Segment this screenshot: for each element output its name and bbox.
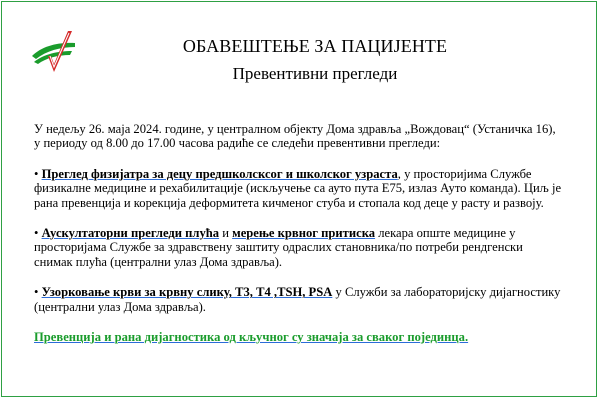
item-text: , у просторијима Службе физикалне медицине и рехабилитације (искључење са ауто пута Е75, излаз Ауто команда). Циљ је рана превенција и корекција деформитета кичменог стуба и стопала код деце у расту и развоју.: [34, 166, 562, 210]
bullet: •: [34, 285, 39, 300]
item-text: у Служби за лабораторијску дијагностику (централни улаз Дома здравља).: [34, 285, 561, 314]
item-title: Аускултаторни прегледи плућа: [41, 226, 220, 241]
item-connector: и: [219, 226, 233, 241]
notice-body: [34, 122, 564, 344]
closing-statement: Превенција и рана дијагностика од кључног су значаја за сваког појединца.: [34, 330, 469, 345]
intro-paragraph: У недељу 26. маја 2024. године, у централном објекту Дома здравља „Вождовац“ (Устаничка 16), у периоду од 8.00 до 17.00 часова радиће се следећи превентивни прегледи:: [34, 122, 556, 151]
item-title: Преглед физијатра за децу предшколсксог и школског узраста: [41, 166, 398, 181]
item-title-2: мерење крвног притиска: [232, 226, 376, 241]
list-item-physiatrist: [34, 167, 564, 210]
page-title: ОБАВЕШТЕЊЕ ЗА ПАЦИЈЕНТЕ: [182, 36, 448, 56]
page-subtitle: Превентивни прегледи: [232, 64, 398, 83]
item-text: лекара опште медицине у просторијама Службе за здравствену заштиту одраслих становника/по потреби рендгенски снимак плућа (централни улаз Дома здравља).: [34, 226, 523, 269]
bullet: •: [34, 226, 39, 241]
list-item-blood-sampling: [34, 285, 564, 314]
item-title: Узорковање крви за крвну слику, Т3, Т4 ,TSH, PSA: [41, 285, 333, 300]
bullet: •: [34, 166, 39, 181]
list-item-auscultation: [34, 226, 564, 269]
